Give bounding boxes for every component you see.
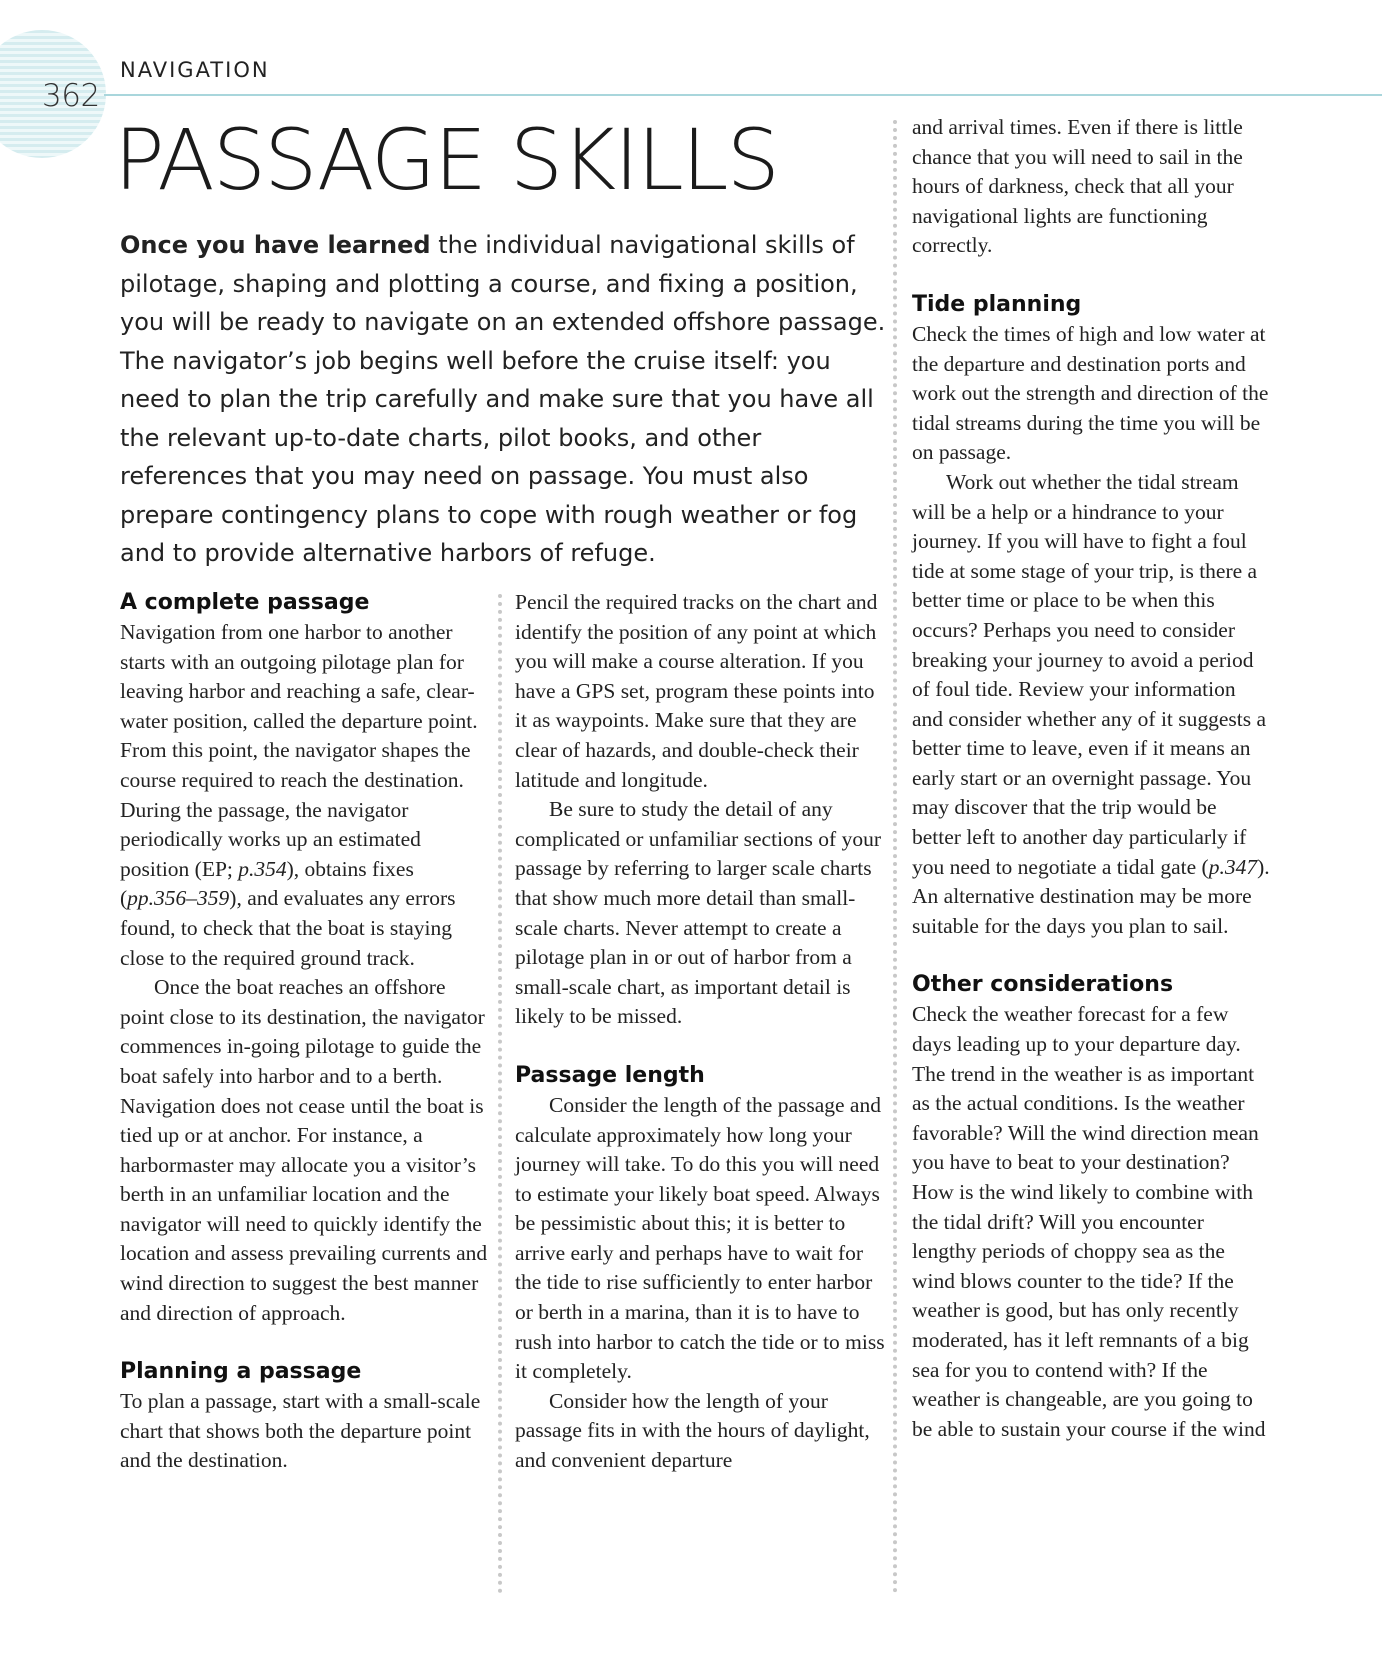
header-rule bbox=[104, 94, 1382, 96]
paragraph: Pencil the required tracks on the chart and identify the position of any point at which you will make a course alteration. If you have a GPS set, program these points into it as waypoints. Make sure that they are clear of hazards, and double-check their latitude and longitude. bbox=[515, 590, 878, 792]
page-reference: p.347 bbox=[1208, 854, 1258, 879]
paragraph: Check the times of high and low water at the departure and destination ports and work out the strength and direction of the tidal streams during the time you will be on passage. bbox=[912, 321, 1269, 465]
paragraph: Once the boat reaches an offshore point close to its destination, the navigator commences in-going pilotage to guide the boat safely into harbor and to a berth. Navigation does not cease until the boat is tied up or at anchor. For instance, a harbormaster may allocate you a visitor’s berth in an unfamiliar location and the navigator will need to quickly identify the location and assess prevailing currents and wind direction to suggest the best manner and direction of approach. bbox=[120, 975, 488, 1325]
paragraph: and arrival times. Even if there is little chance that you will need to sail in the hours of darkness, check that all your navigational lights are functioning correctly. bbox=[912, 115, 1243, 258]
intro-lead: Once you have learned bbox=[120, 231, 431, 259]
column-divider bbox=[498, 594, 502, 1594]
paragraph: Consider the length of the passage and calculate approximately how long your journey will take. To do this you will need to estimate your likely boat speed. Always be pessimistic about this; it is better to arrive early and perhaps have to wait for the tide to rise sufficiently to enter harbor or berth in a marina, than it is to have to rush into harbor to catch the tide or to miss it completely. bbox=[515, 1092, 885, 1384]
paragraph: Consider how the length of your passage fits in with the hours of daylight, and convenient departure bbox=[515, 1388, 870, 1473]
intro-paragraph bbox=[120, 226, 888, 573]
column-divider bbox=[893, 120, 897, 1594]
paragraph: Work out whether the tidal stream will be a help or a hindrance to your journey. If you will have to fight a foul tide at some stage of your trip, is there a better time or place to be when this occurs? Perhaps you need to consider breaking your journey to avoid a period of foul tide. Review your information and consider whether any of it suggests a better time to leave, even if it means an early start or an overnight passage. You may discover that the trip would be better left to another day particularly if you need to negotiate a tidal gate (p.347). An alternative destination may be more suitable for the days you plan to sail. bbox=[912, 469, 1270, 938]
column-2 bbox=[515, 588, 885, 1476]
column-3 bbox=[912, 113, 1270, 1444]
paragraph: Be sure to study the detail of any complicated or unfamiliar sections of your passage by referring to larger scale charts that show much more detail than small-scale charts. Never attempt to create a pilotage plan in or out of harbor from a small-scale chart, as important detail is likely to be missed. bbox=[515, 797, 881, 1029]
paragraph: Navigation from one harbor to another starts with an outgoing pilotage plan for leaving harbor and reaching a safe, clear-water position, called the departure point. From this point, the navigator shapes the course required to reach the destination. During the passage, the navigator periodically works up an estimated position (EP; p.354), obtains fixes (pp.356–359), and evaluates any errors found, to check that the boat is staying close to the required ground track. bbox=[120, 620, 478, 970]
paragraph: To plan a passage, start with a small-scale chart that shows both the departure point and the destination. bbox=[120, 1389, 481, 1473]
page-reference: p.354 bbox=[238, 856, 287, 881]
heading-planning-passage: Planning a passage bbox=[120, 1359, 362, 1385]
heading-other-considerations: Other considerations bbox=[912, 972, 1174, 998]
heading-complete-passage: A complete passage bbox=[120, 590, 370, 615]
heading-tide-planning: Tide planning bbox=[912, 291, 1082, 317]
paragraph: Check the weather forecast for a few days leading up to your departure day. The trend in the weather is as important as the actual conditions. Is the weather favorable? Will the wind direction mean you have to beat to your destination? How is the wind likely to combine with the tidal drift? Will you encounter lengthy periods of choppy sea as the wind blows counter to the tide? If the weather is good, but has only recently moderated, has it left remnants of a big sea for you to contend with? If the weather is changeable, are you going to be able to sustain your course if the wind bbox=[912, 1002, 1266, 1441]
column-1 bbox=[120, 588, 488, 1476]
intro-text: the individual navigational skills of pilotage, shaping and plotting a course, and fixing a position, you will be ready to navigate on an extended offshore passage. The navigator’s job begins well before the cruise itself: you need to plan the trip carefully and make sure that you have all the relevant up-to-date charts, pilot books, and other references that you may need on passage. You must also prepare contingency plans to cope with rough weather or fog and to provide alternative harbors of refuge. bbox=[120, 231, 886, 567]
page-reference: pp.356–359 bbox=[127, 886, 230, 911]
page-title: PASSAGE SKILLS bbox=[114, 111, 778, 209]
section-label: NAVIGATION bbox=[120, 58, 270, 82]
page-number: 362 bbox=[42, 78, 100, 114]
heading-passage-length: Passage length bbox=[515, 1062, 705, 1088]
